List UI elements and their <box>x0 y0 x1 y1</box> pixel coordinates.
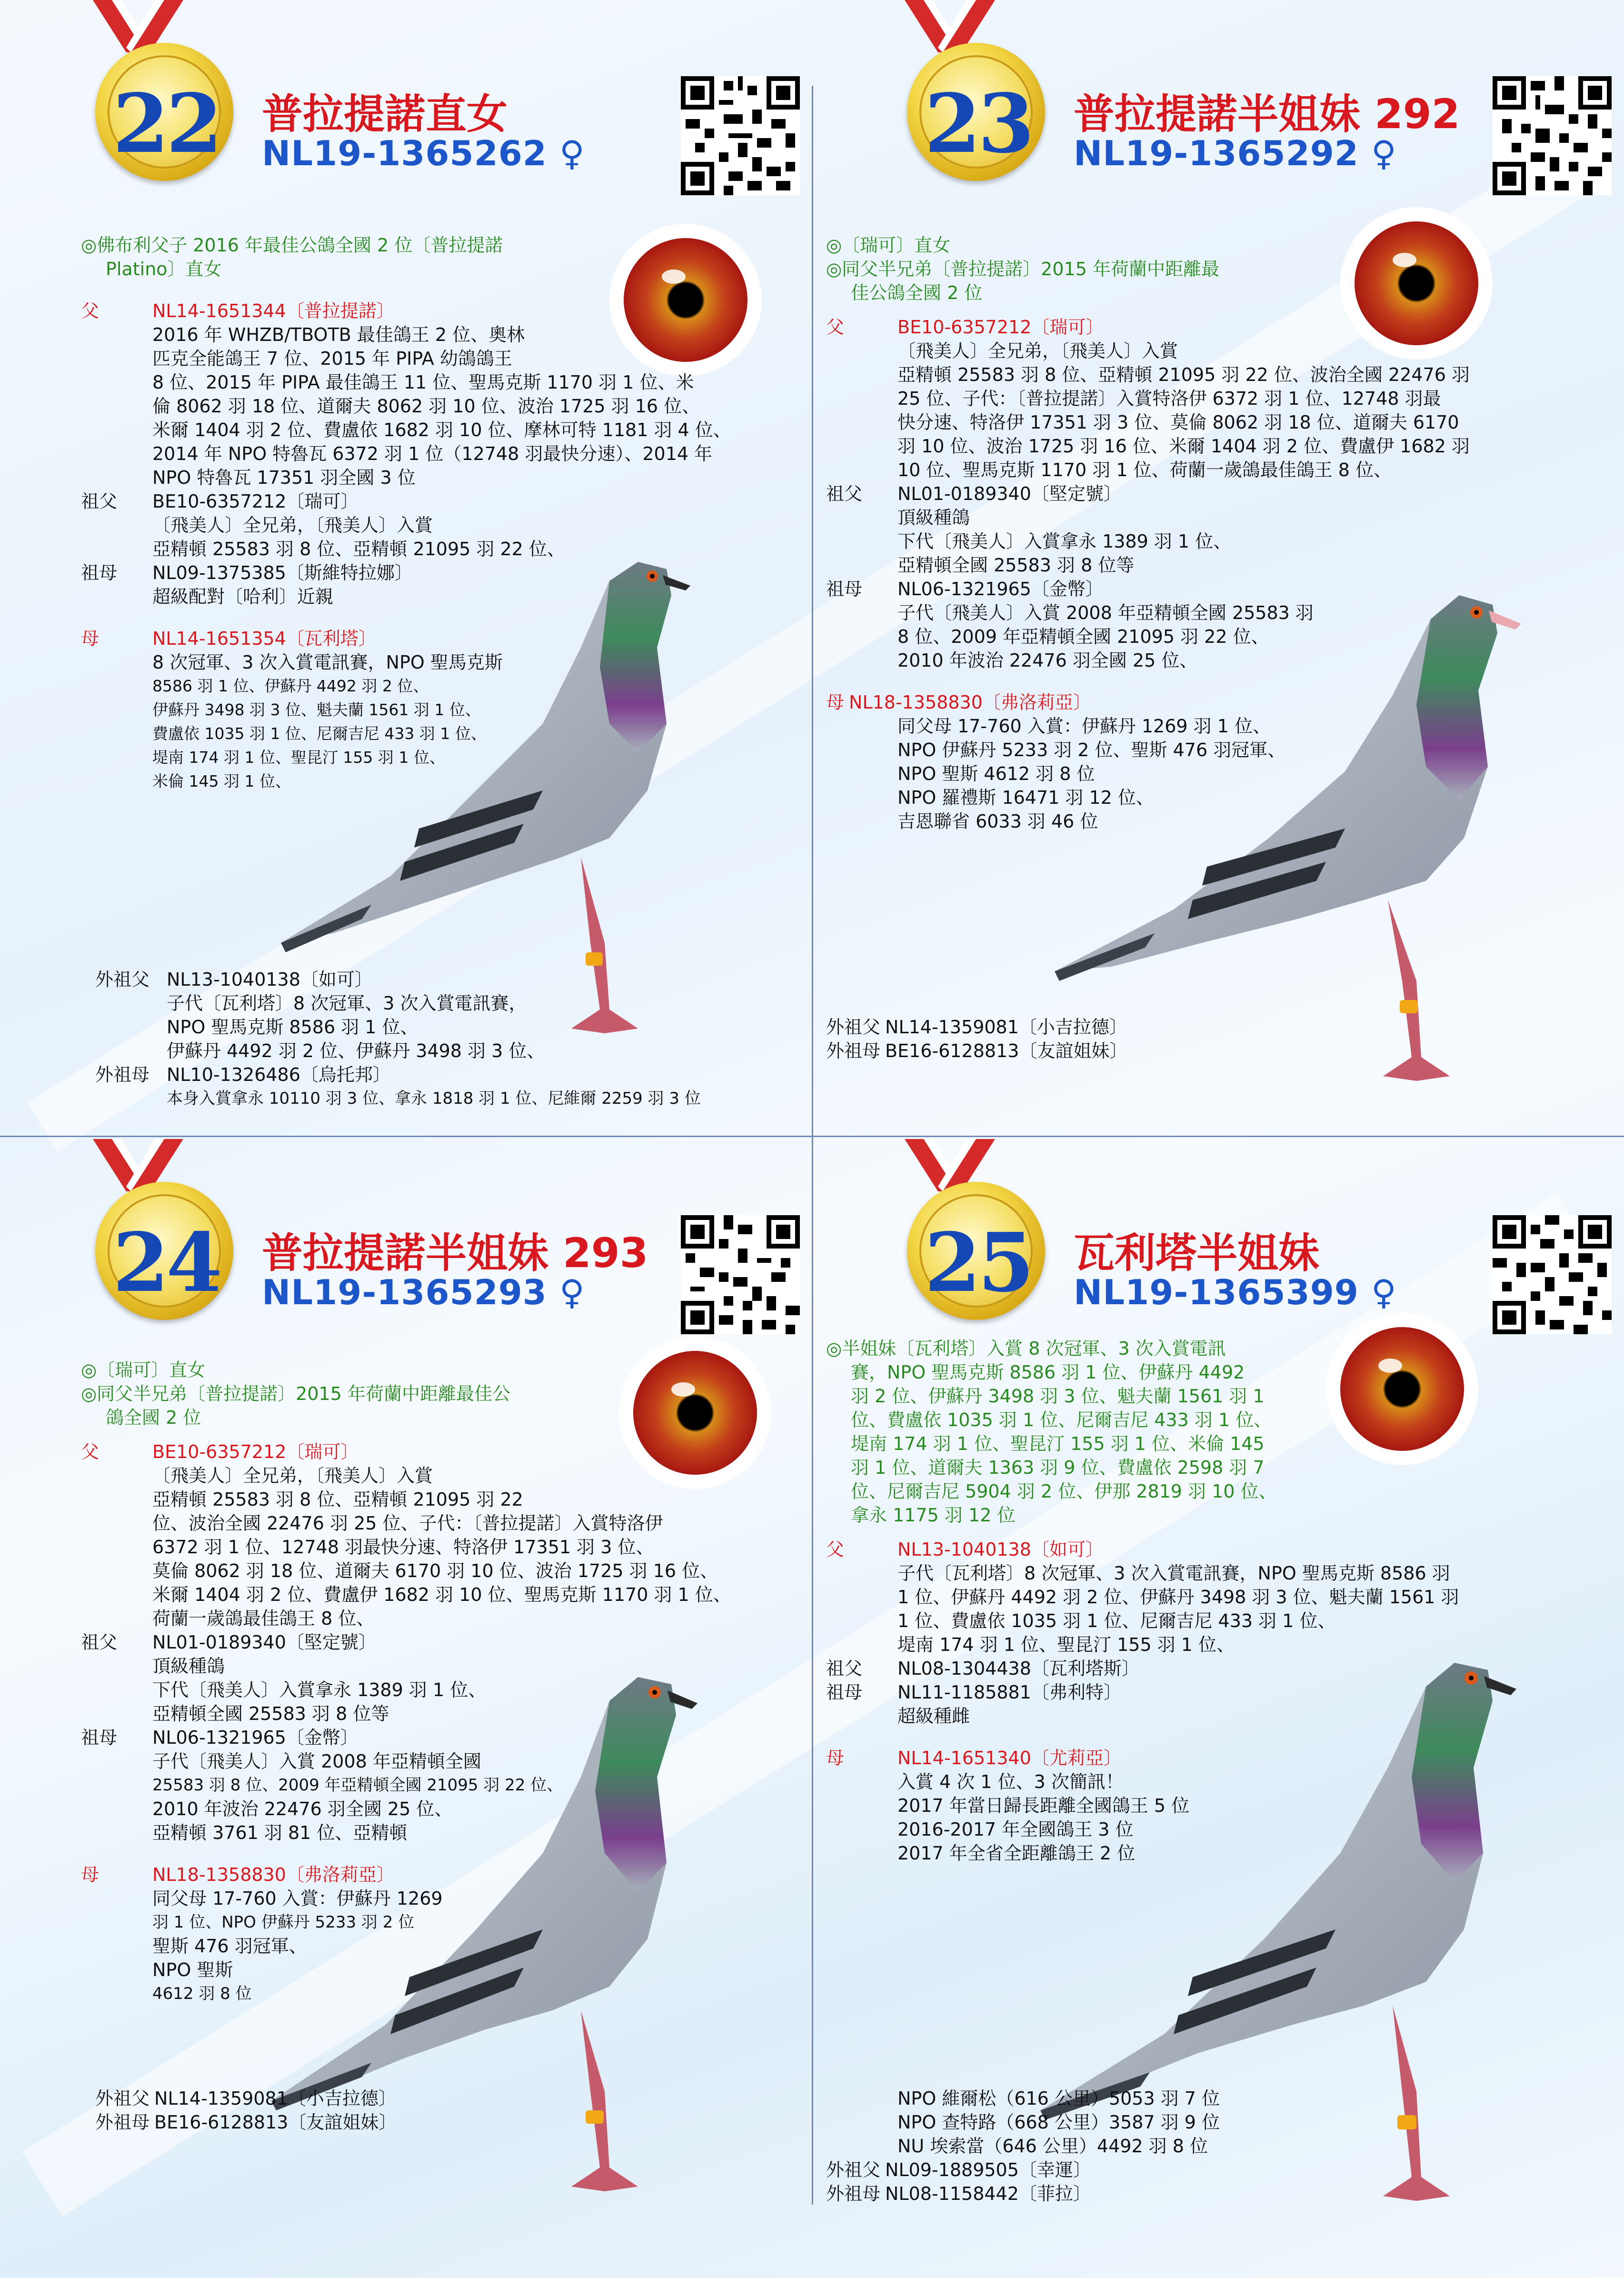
pigeon-card-22 <box>0 0 812 1139</box>
grandmother-line: 8 位、2009 年亞精頓全國 21095 羽 22 位、 <box>897 626 1269 647</box>
father-line: 倫 8062 羽 18 位、道爾夫 8062 羽 10 位、波治 1725 羽 16 位、 <box>152 396 700 417</box>
grandmother-label: 祖母 <box>81 1727 118 1748</box>
grandfather-label: 祖父 <box>81 1632 118 1653</box>
mother-line: 聖斯 476 羽冠軍、 <box>152 1936 307 1957</box>
ring-number: NL19-1365262 ♀ <box>262 133 585 173</box>
mother-label: 母 <box>81 628 100 649</box>
mother-result-line: NPO 維爾松（616 公里）5053 羽 7 位 <box>897 2088 1220 2109</box>
intro-line: ◎佛布利父子 2016 年最佳公鴿全國 2 位〔普拉提諾 <box>81 235 503 256</box>
mother-line: 羽 1 位、NPO 伊蘇丹 5233 羽 2 位 <box>152 1913 415 1932</box>
father-line: 堤南 174 羽 1 位、聖昆汀 155 羽 1 位、 <box>897 1634 1235 1655</box>
grandfather-label: 祖父 <box>81 491 118 512</box>
intro-line: 堤南 174 羽 1 位、聖昆汀 155 羽 1 位、米倫 145 <box>851 1433 1265 1454</box>
father-line: 6372 羽 1 位、12748 羽最快分速、特洛伊 17351 羽 3 位、 <box>152 1537 654 1558</box>
grandmother-line: 亞精頓 3761 羽 81 位、亞精頓 <box>152 1822 408 1843</box>
pedigree-block <box>81 1358 731 2006</box>
grandfather-label: 祖父 <box>826 483 863 504</box>
grandfather-line: 下代〔飛美人〕入賞拿永 1389 羽 1 位、 <box>152 1679 487 1700</box>
maternal-grandmother-line: 本身入賞拿永 10110 羽 3 位、拿永 1818 羽 1 位、尼維爾 2259 羽 3 位 <box>167 1089 701 1108</box>
grandmother-line: 2010 年波治 22476 羽全國 25 位、 <box>152 1798 453 1819</box>
mother-line: 4612 羽 8 位 <box>152 1984 252 2003</box>
maternal-grandmother-label: 外祖母 <box>95 1064 150 1085</box>
father-line: 羽 10 位、波治 1725 羽 16 位、米爾 1404 羽 2 位、費盧伊 1682 羽 <box>897 436 1470 457</box>
mother-ring: NL18-1358830〔弗洛莉亞〕 <box>152 1864 395 1885</box>
lot-number: 22 <box>112 76 220 171</box>
father-line: 荷蘭一歲鴿最佳鴿王 8 位、 <box>152 1608 375 1629</box>
grandmother-line: 子代〔飛美人〕入賞 2008 年亞精頓全國 25583 羽 <box>897 602 1314 623</box>
father-label: 父 <box>81 300 100 321</box>
maternal-grandparents <box>95 2087 397 2134</box>
mother-results-and-grandparents <box>826 2087 1220 2206</box>
mother-line: 入賞 4 次 1 位、3 次簡訊！ <box>897 1771 1124 1792</box>
intro-line: ◎同父半兄弟〔普拉提諾〕2015 年荷蘭中距離最佳公 <box>81 1383 510 1404</box>
father-line: 莫倫 8062 羽 18 位、道爾夫 6170 羽 10 位、波治 1725 羽 16 位、 <box>152 1560 718 1581</box>
intro-line: 賽，NPO 聖馬克斯 8586 羽 1 位、伊蘇丹 4492 <box>851 1362 1245 1383</box>
mother-line: 2016-2017 年全國鴿王 3 位 <box>897 1819 1134 1840</box>
maternal-grandfather-line: 伊蘇丹 4492 羽 2 位、伊蘇丹 3498 羽 3 位、 <box>167 1040 545 1061</box>
father-label: 父 <box>81 1441 100 1462</box>
mother-line: 2017 年當日歸長距離全國鴿王 5 位 <box>897 1795 1190 1816</box>
father-line: 10 位、聖馬克斯 1170 羽 1 位、荷蘭一歲鴿最佳鴿王 8 位、 <box>897 460 1392 480</box>
intro-line: 位、費盧依 1035 羽 1 位、尼爾吉尼 433 羽 1 位、 <box>851 1409 1272 1430</box>
pigeon-card-23 <box>812 0 1624 1139</box>
gold-medal-icon <box>907 43 1045 181</box>
grandmother-line: 超級種雌 <box>897 1706 970 1727</box>
gold-medal-icon <box>907 1182 1045 1320</box>
father-line: 〔飛美人〕全兄弟，〔飛美人〕入賞 <box>152 1465 433 1486</box>
father-ring: BE10-6357212〔瑞可〕 <box>152 1441 359 1462</box>
mother-line: 2017 年全省全距離鴿王 2 位 <box>897 1843 1136 1864</box>
grandmother-line: 2010 年波治 22476 羽全國 25 位、 <box>897 650 1198 671</box>
mother-ring: NL18-1358830〔弗洛莉亞〕 <box>849 692 1091 713</box>
father-line: 米爾 1404 羽 2 位、費盧伊 1682 羽 10 位、聖馬克斯 1170 羽 1 位、 <box>152 1584 731 1605</box>
qr-code-icon[interactable] <box>1493 1215 1612 1334</box>
intro-line: 拿永 1175 羽 12 位 <box>851 1505 1016 1526</box>
father-ring: NL14-1651344〔普拉提諾〕 <box>152 300 395 321</box>
mother-line: NPO 聖斯 <box>152 1959 233 1980</box>
maternal-grandparents <box>826 1015 1127 1063</box>
ring-number: NL19-1365399 ♀ <box>1074 1272 1397 1312</box>
mother-line: 費盧依 1035 羽 1 位、尼爾吉尼 433 羽 1 位、 <box>152 724 487 743</box>
grandfather-ring: NL01-0189340〔堅定號〕 <box>152 1632 377 1653</box>
pigeon-title: 普拉提諾半姐妹 292 <box>1074 90 1460 138</box>
lot-number: 24 <box>112 1215 220 1310</box>
maternal-grandmother-ring: NL08-1158442〔菲拉〕 <box>885 2183 1091 2204</box>
intro-line: Platino〕直女 <box>106 259 222 280</box>
father-line: 1 位、伊蘇丹 4492 羽 2 位、伊蘇丹 3498 羽 3 位、魁夫蘭 1561 羽 <box>897 1587 1459 1608</box>
lot-number: 25 <box>924 1215 1032 1310</box>
father-label: 父 <box>826 1539 845 1560</box>
mother-line: 吉恩聯省 6033 羽 46 位 <box>897 811 1098 832</box>
grandmother-ring: NL09-1375385〔斯維特拉娜〕 <box>152 562 413 583</box>
maternal-grandfather-ring: NL14-1359081〔小吉拉德〕 <box>154 2088 397 2109</box>
pigeon-title: 普拉提諾直女 <box>262 90 508 138</box>
grandmother-label: 祖母 <box>826 1682 863 1703</box>
father-line: 亞精頓 25583 羽 8 位、亞精頓 21095 羽 22 <box>152 1489 523 1510</box>
maternal-grandmother-label: 外祖母 <box>826 1040 881 1061</box>
grandmother-ring: NL06-1321965〔金幣〕 <box>897 579 1104 599</box>
pigeon-title: 瓦利塔半姐妹 <box>1074 1229 1319 1277</box>
mother-label: 母 <box>826 692 845 713</box>
grandmother-line: 子代〔飛美人〕入賞 2008 年亞精頓全國 <box>152 1751 481 1772</box>
maternal-grandparents <box>95 968 701 1110</box>
grandfather-label: 祖父 <box>826 1658 863 1679</box>
grandfather-line: 亞精頓全國 25583 羽 8 位等 <box>152 1703 389 1724</box>
grandfather-ring: NL01-0189340〔堅定號〕 <box>897 483 1122 504</box>
maternal-grandfather-line: 子代〔瓦利塔〕8 次冠軍、3 次入賞電訊賽， <box>167 993 527 1014</box>
father-ring: BE10-6357212〔瑞可〕 <box>897 317 1104 338</box>
pedigree-block <box>81 233 731 793</box>
maternal-grandfather-ring: NL14-1359081〔小吉拉德〕 <box>885 1017 1127 1038</box>
grandmother-label: 祖母 <box>81 562 118 583</box>
intro-line: 羽 2 位、伊蘇丹 3498 羽 3 位、魁夫蘭 1561 羽 1 <box>851 1386 1265 1407</box>
mother-ring: NL14-1651354〔瓦利塔〕 <box>152 628 377 649</box>
intro-line: ◎半姐妹〔瓦利塔〕入賞 8 次冠軍、3 次入賞電訊 <box>826 1338 1226 1359</box>
grandfather-line: 頂級種鴿 <box>152 1656 225 1677</box>
mother-line: 8 次冠軍、3 次入賞電訊賽，NPO 聖馬克斯 <box>152 652 503 673</box>
maternal-grandfather-label: 外祖父 <box>95 969 150 990</box>
gold-medal-icon <box>95 43 233 181</box>
mother-line: NPO 聖斯 4612 羽 8 位 <box>897 763 1095 784</box>
father-line: 米爾 1404 羽 2 位、費盧依 1682 羽 10 位、摩林可特 1181 羽 4 位、 <box>152 420 731 440</box>
maternal-grandmother-ring: NL10-1326486〔烏托邦〕 <box>167 1064 391 1085</box>
father-line: 2016 年 WHZB/TBOTB 最佳鴿王 2 位、奧林 <box>152 324 525 345</box>
ring-number: NL19-1365293 ♀ <box>262 1272 585 1312</box>
intro-line: ◎〔瑞可〕直女 <box>81 1359 206 1380</box>
father-line: 8 位、2015 年 PIPA 最佳鴿王 11 位、聖馬克斯 1170 羽 1 位、米 <box>152 372 694 393</box>
maternal-grandfather-label: 外祖父 <box>826 1017 881 1038</box>
grandfather-ring: NL08-1304438〔瓦利塔斯〕 <box>897 1658 1140 1679</box>
maternal-grandfather-label: 外祖父 <box>826 2159 881 2180</box>
intro-line: 位、尼爾吉尼 5904 羽 2 位、伊那 2819 羽 10 位、 <box>851 1481 1277 1502</box>
father-line: 2014 年 NPO 特魯瓦 6372 羽 1 位（12748 羽最快分速）、2014 年 <box>152 443 713 464</box>
grandfather-line: 〔飛美人〕全兄弟，〔飛美人〕入賞 <box>152 515 433 536</box>
father-line: NPO 特魯瓦 17351 羽全國 3 位 <box>152 467 416 488</box>
maternal-grandfather-ring: NL09-1889505〔幸運〕 <box>885 2159 1091 2180</box>
father-line: 1 位、費盧依 1035 羽 1 位、尼爾吉尼 433 羽 1 位、 <box>897 1610 1336 1631</box>
father-line: 〔飛美人〕全兄弟，〔飛美人〕入賞 <box>897 340 1178 361</box>
grandfather-line: 亞精頓全國 25583 羽 8 位等 <box>897 555 1135 576</box>
father-line: 亞精頓 25583 羽 8 位、亞精頓 21095 羽 22 位、波治全國 22476 羽 <box>897 364 1470 385</box>
grandmother-ring: NL06-1321965〔金幣〕 <box>152 1727 359 1748</box>
mother-label: 母 <box>81 1864 100 1885</box>
grandfather-line: 頂級種鴿 <box>897 507 970 528</box>
pedigree-block <box>826 233 1470 833</box>
father-ring: NL13-1040138〔如可〕 <box>897 1539 1104 1560</box>
grandmother-label: 祖母 <box>826 579 863 599</box>
mother-line: 同父母 17-760 入賞：伊蘇丹 1269 <box>152 1888 443 1909</box>
maternal-grandmother-ring: BE16-6128813〔友誼姐妹〕 <box>885 1040 1128 1061</box>
gold-medal-icon <box>95 1182 233 1320</box>
intro-line: ◎同父半兄弟〔普拉提諾〕2015 年荷蘭中距離最 <box>826 259 1219 280</box>
maternal-grandfather-ring: NL13-1040138〔如可〕 <box>167 969 373 990</box>
mother-line: NPO 伊蘇丹 5233 羽 2 位、聖斯 476 羽冠軍、 <box>897 739 1286 760</box>
maternal-grandmother-label: 外祖母 <box>95 2112 150 2133</box>
pedigree-block <box>826 1337 1459 1865</box>
intro-line: 羽 1 位、道爾夫 1363 羽 9 位、費盧依 2598 羽 7 <box>851 1457 1265 1478</box>
mother-line: 8586 羽 1 位、伊蘇丹 4492 羽 2 位、 <box>152 677 429 695</box>
qr-code-icon[interactable] <box>681 76 800 195</box>
grandfather-line: 下代〔飛美人〕入賞拿永 1389 羽 1 位、 <box>897 531 1232 552</box>
maternal-grandfather-label: 外祖父 <box>95 2088 150 2109</box>
mother-ring: NL14-1651340〔尤莉亞〕 <box>897 1748 1122 1768</box>
intro-line: ◎〔瑞可〕直女 <box>826 235 951 256</box>
mother-line: NPO 羅禮斯 16471 羽 12 位、 <box>897 787 1154 808</box>
father-label: 父 <box>826 317 845 338</box>
ring-number: NL19-1365292 ♀ <box>1074 133 1397 173</box>
grandmother-line: 25583 羽 8 位、2009 年亞精頓全國 21095 羽 22 位、 <box>152 1776 563 1795</box>
mother-line: 堤南 174 羽 1 位、聖昆汀 155 羽 1 位、 <box>152 748 445 767</box>
father-line: 快分速、特洛伊 17351 羽 3 位、莫倫 8062 羽 18 位、道爾夫 6170 <box>897 412 1459 433</box>
maternal-grandfather-line: NPO 聖馬克斯 8586 羽 1 位、 <box>167 1017 418 1038</box>
pigeon-card-24 <box>0 1139 812 2278</box>
mother-line: 伊蘇丹 3498 羽 3 位、魁夫蘭 1561 羽 1 位、 <box>152 700 481 719</box>
grandmother-line: 超級配對〔哈利〕近親 <box>152 586 334 607</box>
grandmother-ring: NL11-1185881〔弗利特〕 <box>897 1682 1122 1703</box>
pigeon-card-25 <box>812 1139 1624 2278</box>
father-line: 子代〔瓦利塔〕8 次冠軍、3 次入賞電訊賽，NPO 聖馬克斯 8586 羽 <box>897 1563 1450 1584</box>
intro-line: 佳公鴿全國 2 位 <box>851 282 983 303</box>
qr-code-icon[interactable] <box>1493 76 1612 195</box>
mother-line: 米倫 145 羽 1 位、 <box>152 772 291 790</box>
father-line: 25 位、子代：〔普拉提諾〕入賞特洛伊 6372 羽 1 位、12748 羽最 <box>897 388 1441 409</box>
mother-result-line: NPO 查特路（668 公里）3587 羽 9 位 <box>897 2112 1220 2133</box>
qr-code-icon[interactable] <box>681 1215 800 1334</box>
grandfather-line: 亞精頓 25583 羽 8 位、亞精頓 21095 羽 22 位、 <box>152 539 565 560</box>
father-line: 匹克全能鴿王 7 位、2015 年 PIPA 幼鴿鴿王 <box>152 348 512 369</box>
lot-number: 23 <box>924 76 1032 171</box>
mother-label: 母 <box>826 1748 845 1768</box>
mother-line: 同父母 17-760 入賞：伊蘇丹 1269 羽 1 位、 <box>897 716 1271 737</box>
pigeon-title: 普拉提諾半姐妹 293 <box>262 1229 648 1277</box>
father-line: 位、波治全國 22476 羽 25 位、子代：〔普拉提諾〕入賞特洛伊 <box>152 1513 663 1534</box>
maternal-grandmother-ring: BE16-6128813〔友誼姐妹〕 <box>154 2112 397 2133</box>
intro-line: 鴿全國 2 位 <box>106 1407 201 1428</box>
maternal-grandmother-label: 外祖母 <box>826 2183 881 2204</box>
mother-result-line: NU 埃索當（646 公里）4492 羽 8 位 <box>897 2136 1208 2157</box>
grandfather-ring: BE10-6357212〔瑞可〕 <box>152 491 359 512</box>
